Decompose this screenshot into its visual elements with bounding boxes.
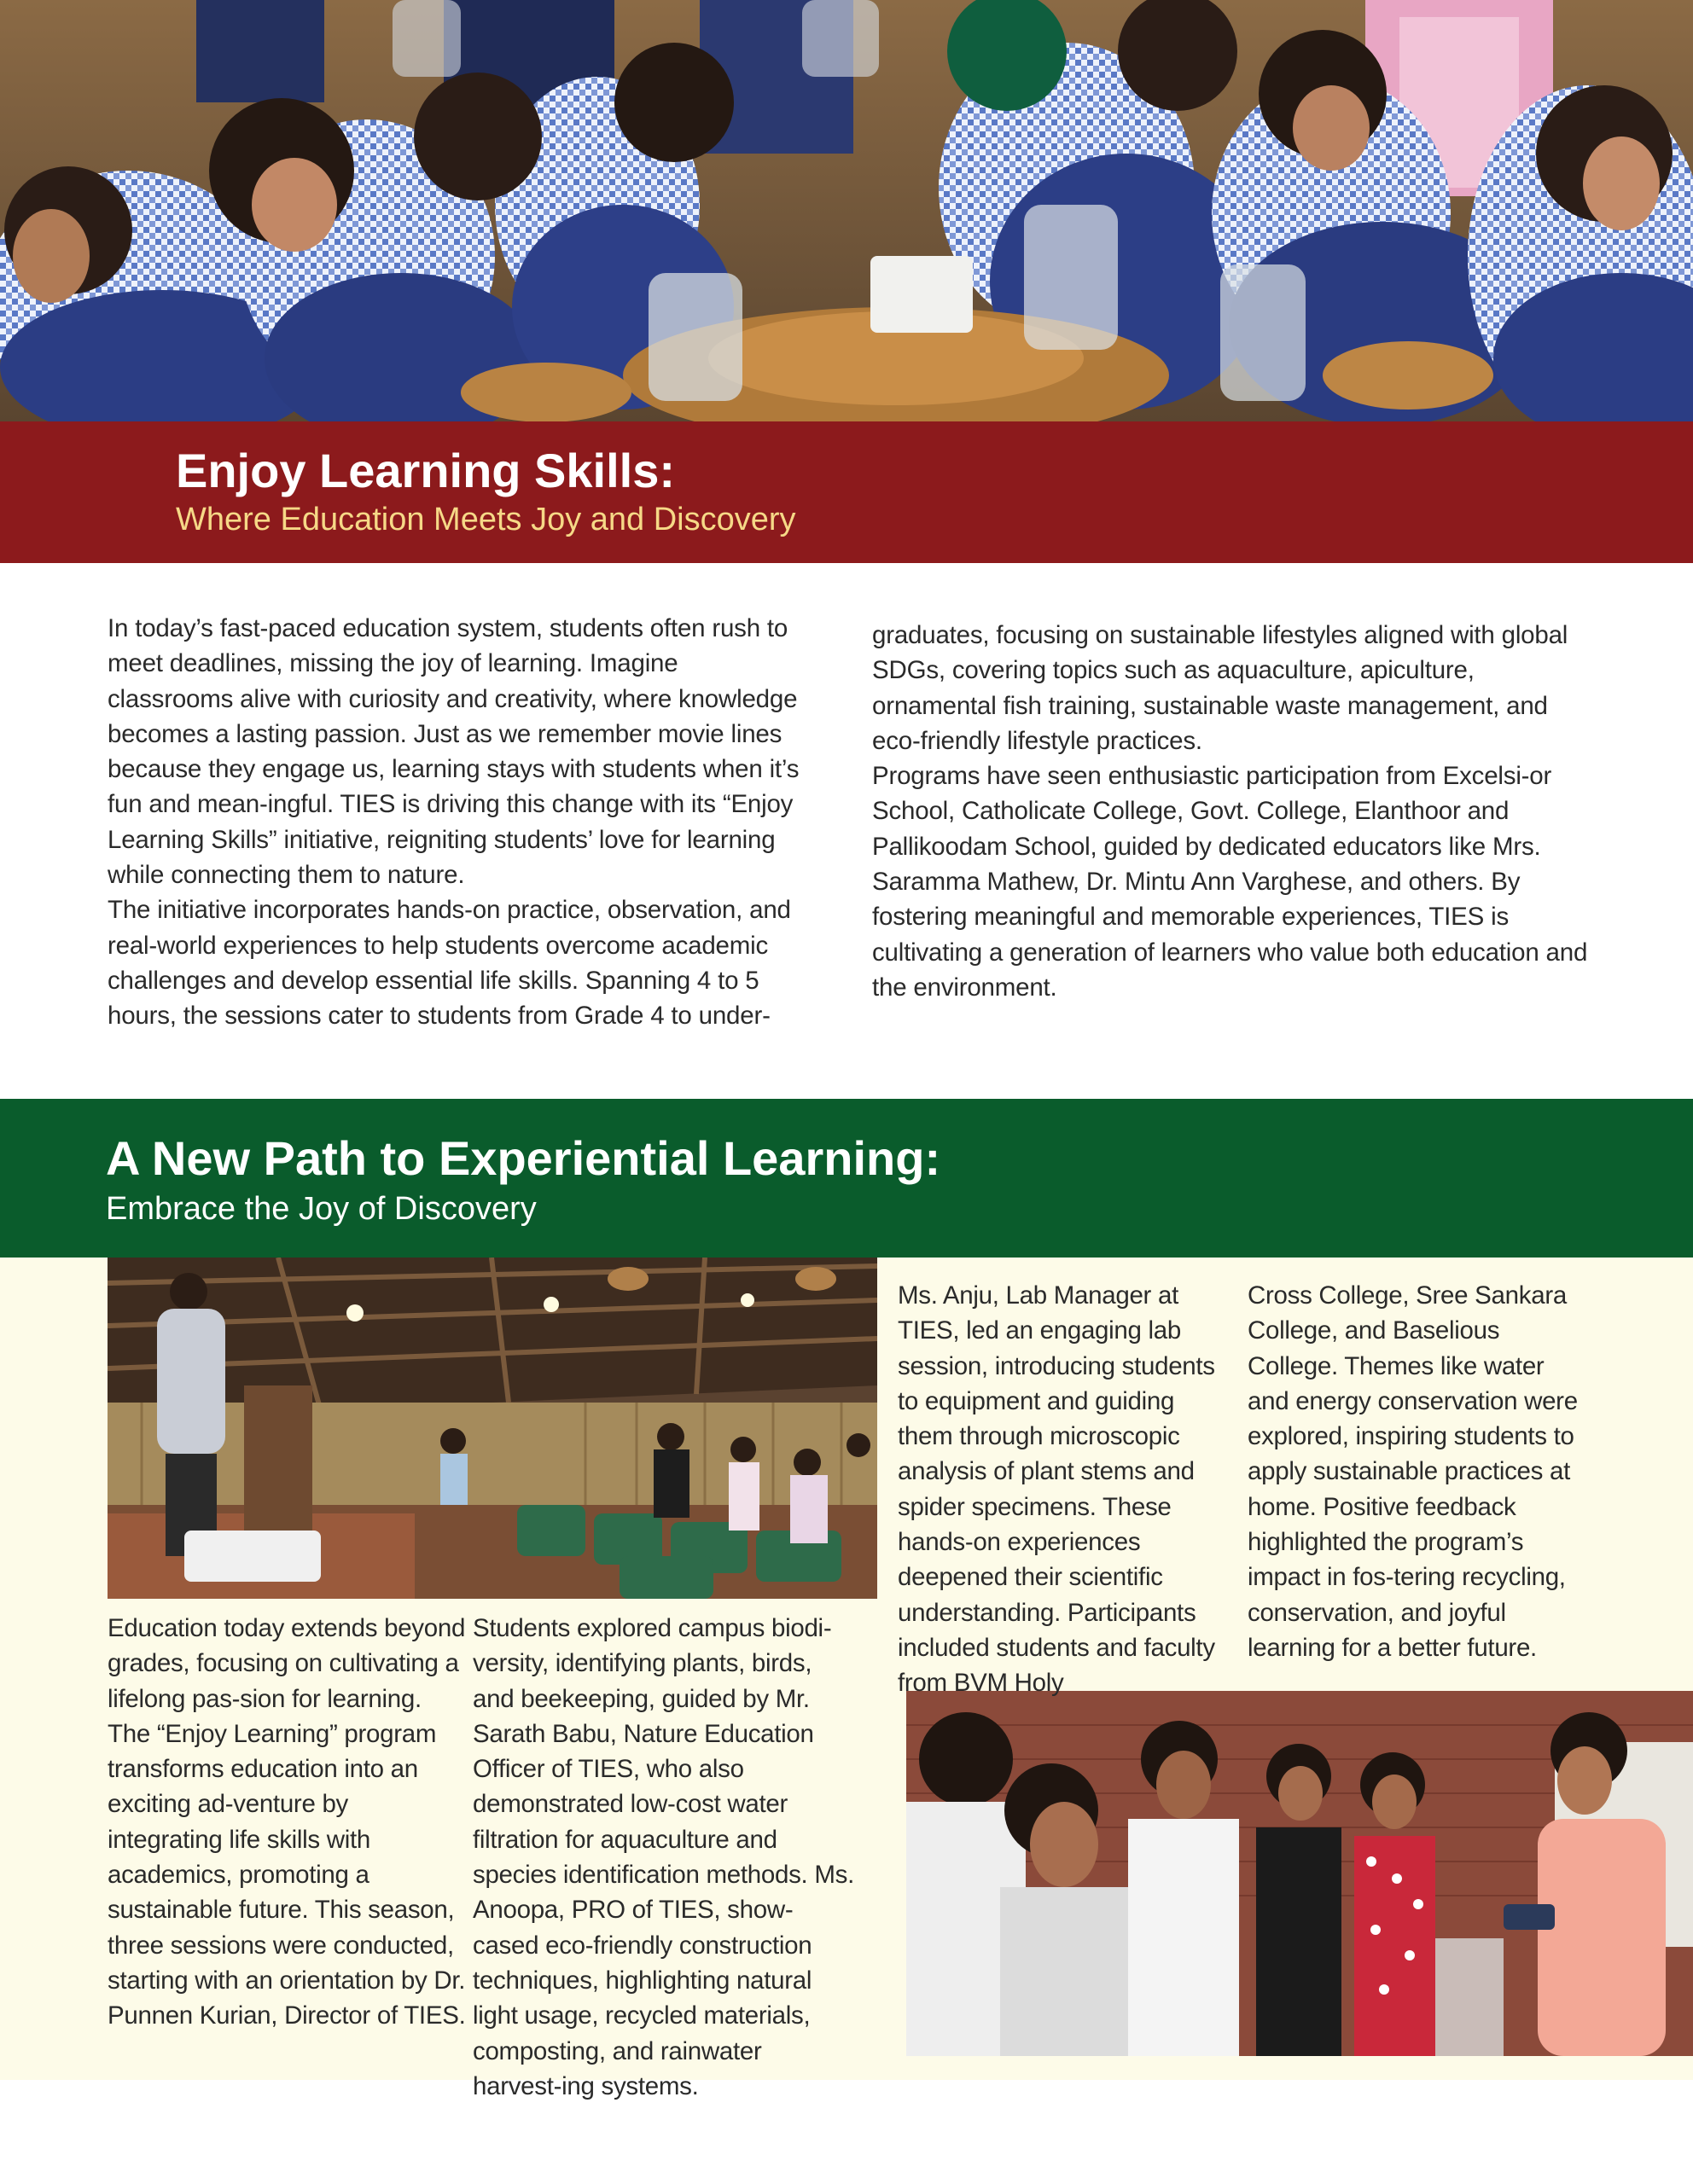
section2-title: A New Path to Experiential Learning:	[106, 1131, 941, 1185]
lecture-hall-photo	[108, 1258, 877, 1599]
section1-column-1	[108, 611, 807, 1034]
section2-column-d	[1248, 1278, 1585, 1665]
section1-column-2	[872, 618, 1589, 1005]
paragraph: Students explored campus biodi-versity, identifying plants, birds, and beekeeping, guided by Mr. Sarath Babu, Nature Education Officer of TIES, who also demonstrated low-cost water filtration for aquaculture and species identification methods. Ms. Anoopa, PRO of TIES, show-cased eco-friendly construction techniques, highlighting natural light usage, recycled materials, composting, and rainwater harvest-ing systems.	[473, 1614, 854, 2100]
section2-column-a	[108, 1611, 466, 2034]
section1-banner	[0, 421, 1693, 563]
paragraph: Programs have seen enthusiastic participation from Excelsi-or School, Catholicate College, Govt. College, Elanthoor and Pallikoodam School, guided by dedicated educators like Mrs. Saramma Mathew, Dr. Mintu Ann Varghese, and others. By fostering meaningful and memorable experiences, TIES is cultivating a generation of learners who value both education and the environment.	[872, 762, 1588, 1002]
section2-column-b	[473, 1611, 857, 2104]
paragraph: Cross College, Sree Sankara College, and Baselious College. Themes like water and energy conservation were explored, inspiring students to apply sustainable practices at home. Positive feedback highlighted the program’s impact in fos-tering recycling, conservation, and joyful learning for a better future.	[1248, 1281, 1578, 1662]
section2-banner	[0, 1099, 1693, 1258]
students-handling-coir-photo-icon	[0, 0, 1693, 421]
paragraph: graduates, focusing on sustainable lifestyles aligned with global SDGs, covering topics such as aquaculture, apiculture, ornamental fish training, sustainable waste management, and eco-friendly lifestyle practices.	[872, 621, 1568, 755]
lab-session-photo-icon	[906, 1691, 1693, 2056]
lab-session-photo	[906, 1691, 1693, 2056]
section2-column-c	[898, 1278, 1235, 1701]
section2-subtitle: Embrace the Joy of Discovery	[106, 1191, 537, 1227]
section1-subtitle: Where Education Meets Joy and Discovery	[176, 502, 796, 537]
paragraph: The initiative incorporates hands-on practice, observation, and real-world experiences to help students overcome academic challenges and develop essential life skills. Spanning 4 to 5 hours, the sessions cater to students from Grade 4 to under-	[108, 896, 791, 1031]
paragraph: Education today extends beyond grades, focusing on cultivating a lifelong pas-sion for learning. The “Enjoy Learning” program transforms education into an exciting ad-venture by integrating life skills with academics, promoting a sustainable future. This season, three sessions were conducted, starting with an orientation by Dr. Punnen Kurian, Director of TIES.	[108, 1614, 466, 2030]
section1-title: Enjoy Learning Skills:	[176, 444, 676, 497]
paragraph: In today’s fast-paced education system, students often rush to meet deadlines, missing the joy of learning. Imagine classrooms alive with curiosity and creativity, where knowledge becomes a lasting passion. Just as we remember movie lines because they engage us, learning stays with students when it’s fun and mean-ingful. TIES is driving this change with its “Enjoy Learning Skills” initiative, reigniting students’ love for learning while connecting them to nature.	[108, 614, 800, 890]
lecture-hall-photo-icon	[108, 1258, 877, 1599]
paragraph: Ms. Anju, Lab Manager at TIES, led an engaging lab session, introducing students to equipment and guiding them through microscopic analysis of plant stems and spider specimens. These hands-on experiences deepened their scientific understanding. Participants included students and faculty from BVM Holy	[898, 1281, 1215, 1698]
top-photo	[0, 0, 1693, 421]
